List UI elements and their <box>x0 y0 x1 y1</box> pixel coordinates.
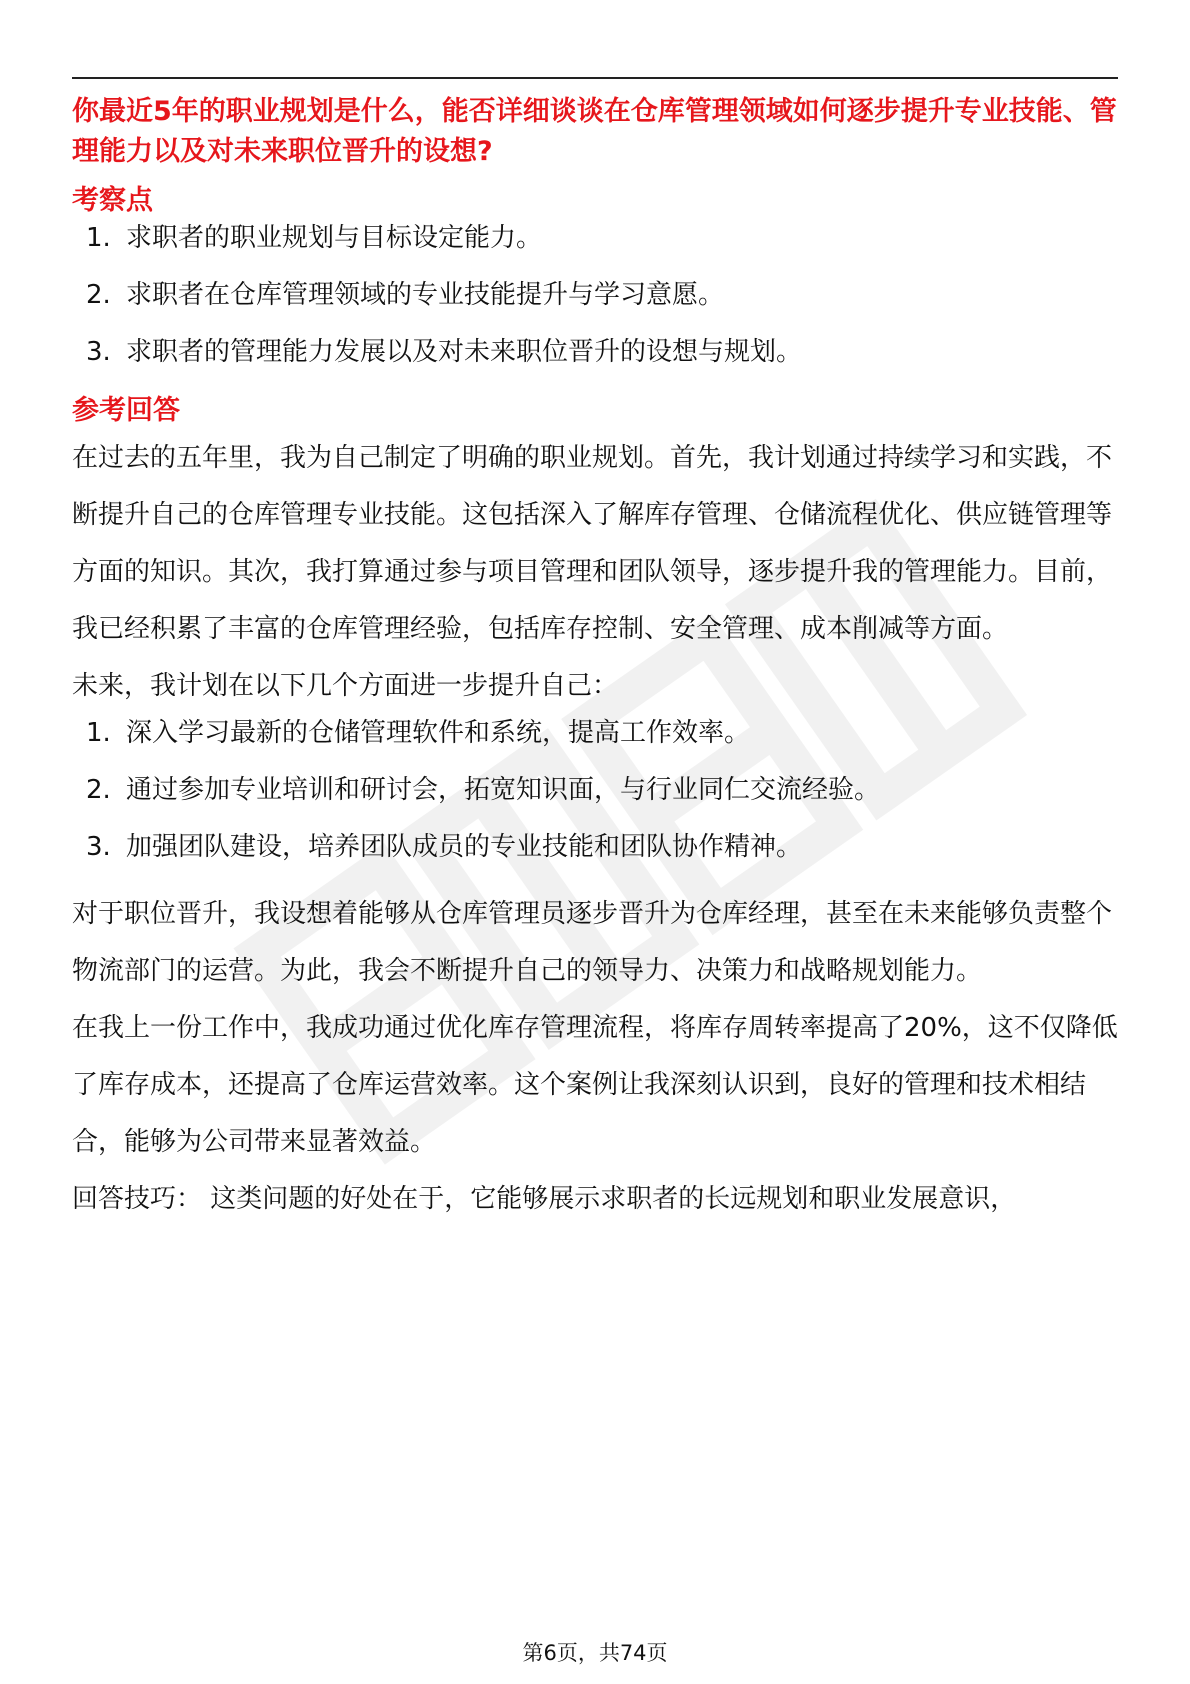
section-heading-points: 考察点 <box>72 185 153 216</box>
list-item <box>72 220 1118 256</box>
points-list <box>72 220 1118 370</box>
answer-paragraph-1: 在过去的五年里，我为自己制定了明确的职业规划。首先，我计划通过持续学习和实践，不断提升自己的仓库管理专业技能。这包括深入了解库存管理、仓储流程优化、供应链管理等方面的知识。其次，我打算通过参与项目管理和团队领导，逐步提升我的管理能力。目前，我已经积累了丰富的仓库管理经验，包括库存控制、安全管理、成本削减等方面。 <box>72 443 1113 644</box>
list-item-text: 深入学习最新的仓储管理软件和系统，提高工作效率。 <box>126 718 751 748</box>
list-item-number: 1. <box>86 223 111 253</box>
list-item <box>72 277 1118 313</box>
section-heading-answer: 参考回答 <box>72 395 180 426</box>
header-rule <box>72 77 1118 79</box>
list-item-number: 1. <box>86 718 111 748</box>
list-item-number: 2. <box>86 280 111 310</box>
list-item <box>72 829 1118 865</box>
list-item-number: 3. <box>86 337 111 367</box>
list-item-text: 通过参加专业培训和研讨会，拓宽知识面，与行业同仁交流经验。 <box>126 775 881 805</box>
list-item-text: 求职者的职业规划与目标设定能力。 <box>126 223 543 253</box>
list-item-number: 3. <box>86 832 111 862</box>
document-body <box>72 92 1118 1228</box>
answer-paragraph-2: 未来，我计划在以下几个方面进一步提升自己： <box>72 671 619 701</box>
question-title: 你最近5年的职业规划是什么，能否详细谈谈在仓库管理领域如何逐步提升专业技能、管理能力以及对未来职位晋升的设想? <box>72 96 1117 167</box>
list-item <box>72 715 1118 751</box>
future-plan-list <box>72 715 1118 865</box>
answer-paragraph-4: 在我上一份工作中，我成功通过优化库存管理流程，将库存周转率提高了20%，这不仅降低了库存成本，还提高了仓库运营效率。这个案例让我深刻认识到，良好的管理和技术相结合，能够为公司带来显著效益。 <box>72 1013 1118 1157</box>
list-item <box>72 334 1118 370</box>
list-item <box>72 772 1118 808</box>
answer-tips-paragraph: 回答技巧： 这类问题的好处在于，它能够展示求职者的长远规划和职业发展意识， <box>72 1184 1017 1214</box>
answer-paragraph-3: 对于职位晋升，我设想着能够从仓库管理员逐步晋升为仓库经理，甚至在未来能够负责整个物流部门的运营。为此，我会不断提升自己的领导力、决策力和战略规划能力。 <box>72 899 1113 986</box>
page-number-footer: 第6页，共74页 <box>522 1641 668 1665</box>
list-item-text: 加强团队建设，培养团队成员的专业技能和团队协作精神。 <box>126 832 803 862</box>
list-item-text: 求职者在仓库管理领域的专业技能提升与学习意愿。 <box>126 280 725 310</box>
list-item-number: 2. <box>86 775 111 805</box>
list-item-text: 求职者的管理能力发展以及对未来职位晋升的设想与规划。 <box>126 337 803 367</box>
